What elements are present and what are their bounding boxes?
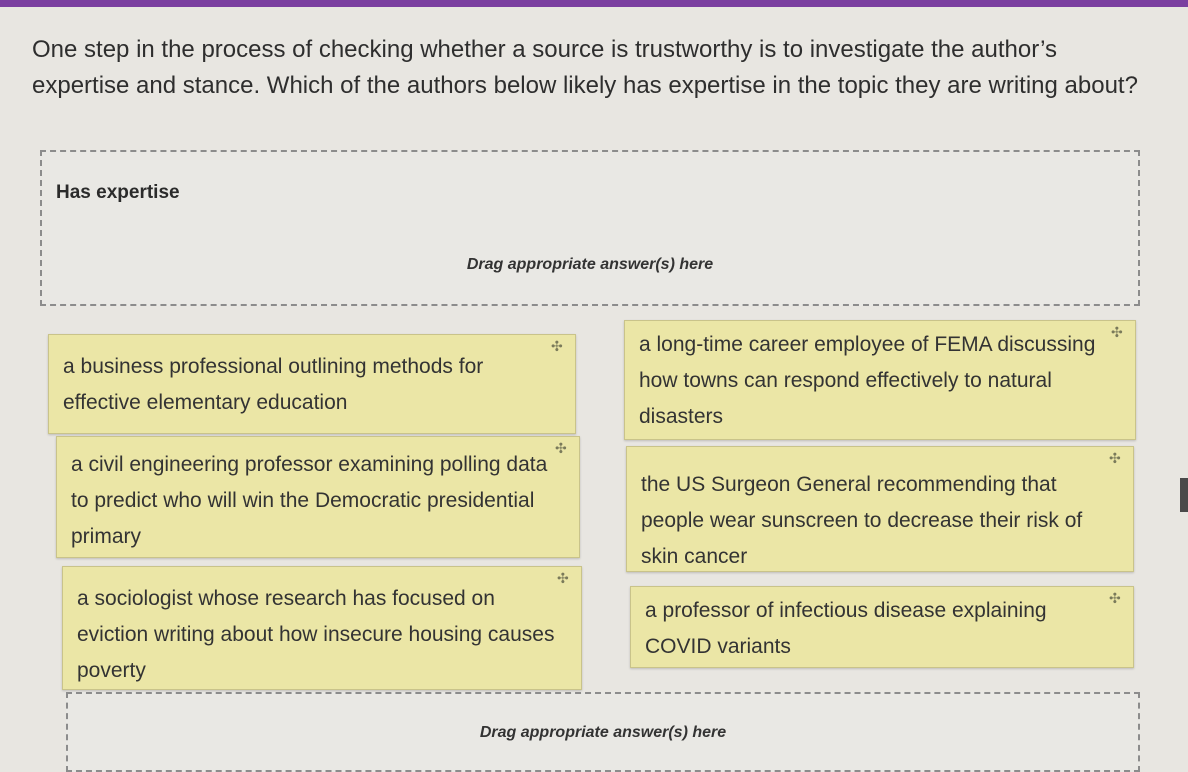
- card-text: the US Surgeon General recommending that people wear sunscreen to decrease their risk of skin cancer: [641, 473, 1083, 568]
- answer-card-civil-engineering-professor[interactable]: [56, 436, 580, 558]
- dropzone-has-expertise[interactable]: [40, 150, 1140, 306]
- dropzone-hint: Drag appropriate answer(s) here: [466, 256, 714, 273]
- card-text: a long-time career employee of FEMA discussing how towns can respond effectively to natural disasters: [639, 333, 1096, 428]
- answer-card-business-professional[interactable]: [48, 334, 576, 434]
- drag-handle-icon[interactable]: ✣: [551, 338, 563, 354]
- card-text: a civil engineering professor examining polling data to predict who will win the Democratic presidential primary: [71, 453, 548, 548]
- drag-handle-icon[interactable]: ✣: [1111, 324, 1123, 340]
- card-text: a business professional outlining methods for effective elementary education: [63, 355, 484, 414]
- answer-card-surgeon-general[interactable]: [626, 446, 1134, 572]
- card-text: a sociologist whose research has focused on eviction writing about how insecure housing causes poverty: [77, 587, 555, 682]
- card-text: a professor of infectious disease explaining COVID variants: [645, 599, 1047, 658]
- drag-handle-icon[interactable]: ✣: [557, 570, 569, 586]
- scrollbar-thumb[interactable]: [1180, 478, 1188, 512]
- answer-card-sociologist[interactable]: [62, 566, 582, 690]
- drag-handle-icon[interactable]: ✣: [555, 440, 567, 456]
- drag-handle-icon[interactable]: ✣: [1109, 590, 1121, 606]
- dropzone-second[interactable]: [66, 692, 1140, 772]
- dropzone-title: Has expertise: [56, 182, 180, 203]
- answer-card-infectious-disease-professor[interactable]: [630, 586, 1134, 668]
- drag-handle-icon[interactable]: ✣: [1109, 450, 1121, 466]
- dropzone-hint: Drag appropriate answer(s) here: [479, 724, 727, 741]
- top-accent-bar: [0, 0, 1188, 7]
- question-prompt: One step in the process of checking whether a source is trustworthy is to investigate the author’s expertise and stance. Which of the authors below likely has expertise in the topic they are writing about?: [32, 36, 1138, 99]
- answer-card-fema-employee[interactable]: [624, 320, 1136, 440]
